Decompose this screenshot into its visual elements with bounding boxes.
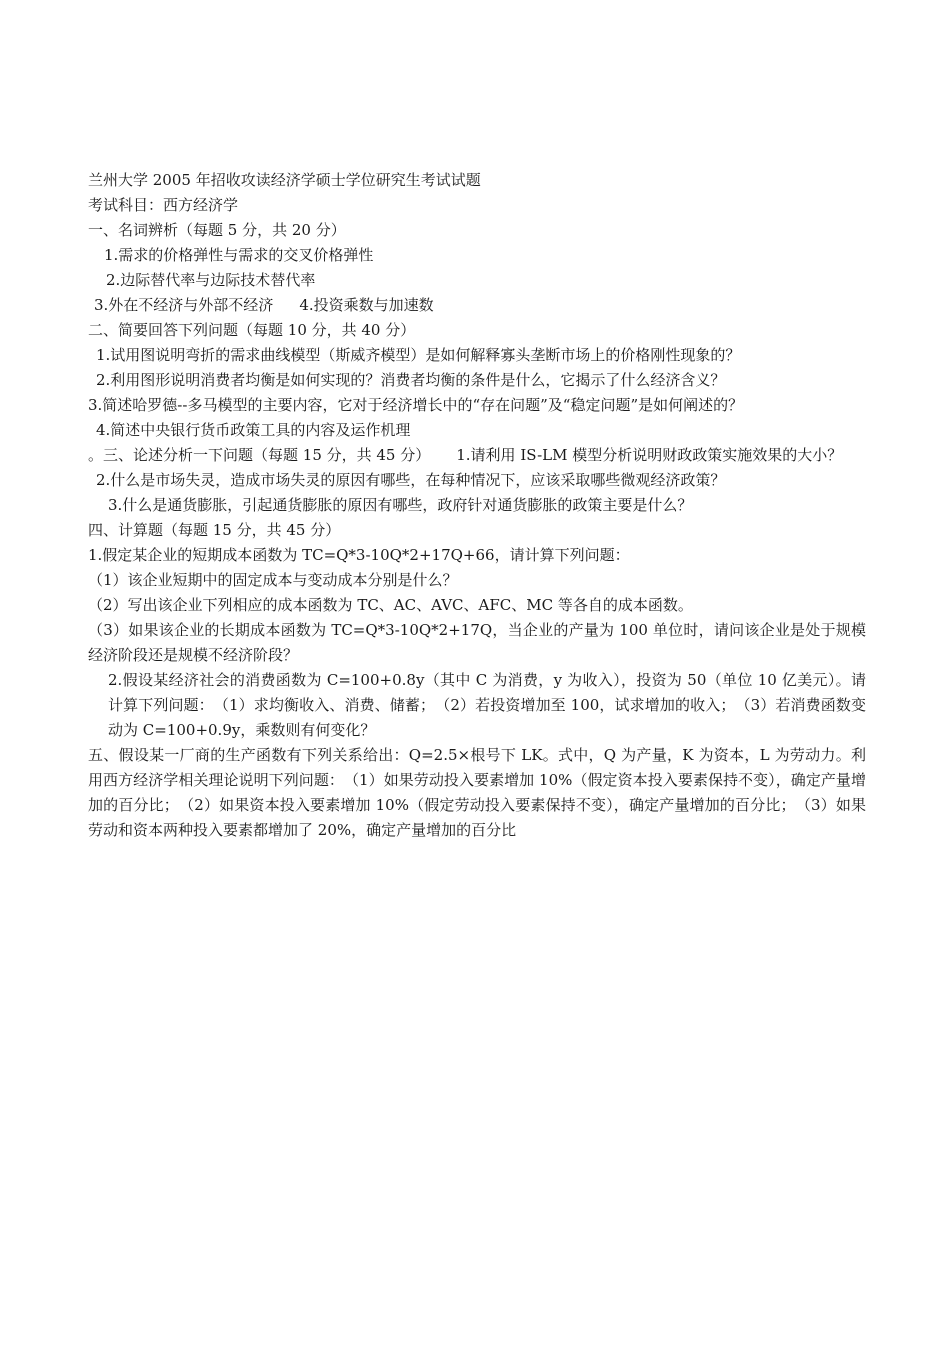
section1-item-2: 2.边际替代率与边际技术替代率: [106, 271, 316, 289]
section3-item-2: 2.什么是市场失灵，造成市场失灵的原因有哪些，在每种情况下，应该采取哪些微观经济政策？: [96, 471, 726, 489]
section4-q1-part-3: （3）如果该企业的长期成本函数为 TC=Q*3-10Q*2+17Q，当企业的产量为 100 单位时，请问该企业是处于规模经济阶段还是规模不经济阶段？: [88, 621, 866, 664]
section3-item-1: 1.请利用 IS-LM 模型分析说明财政政策实施效果的大小？: [456, 446, 843, 464]
section5-question: 五、假设某一厂商的生产函数有下列关系给出：Q=2.5×根号下 LK。式中，Q 为产量，K 为资本，L 为劳动力。利用西方经济学相关理论说明下列问题： （1）如果劳动投入要素增加 10%（假定资本投入要素保持不变），确定产量增加的百分比； （2）如果资本投入要素增加 10%（假定劳动投入要素保持不变），确定产量增加的百分比； （3）如果劳动和资本两种投入要素都增加了 20%，确定产量增加的百分比: [88, 746, 866, 839]
section1-items-3-4: [88, 293, 866, 318]
exam-content: [88, 168, 866, 843]
section3-heading: 。三、论述分析一下问题（每题 15 分，共 45 分）: [88, 446, 431, 464]
section4-q1-part-1: （1）该企业短期中的固定成本与变动成本分别是什么？: [88, 571, 458, 589]
section1-heading: 一、名词辨析（每题 5 分，共 20 分）: [88, 221, 346, 239]
exam-subject: 考试科目：西方经济学: [88, 196, 239, 214]
section1-item-3: 3.外在不经济与外部不经济: [94, 296, 274, 314]
section1-item-4: 4.投资乘数与加速数: [299, 296, 434, 314]
section2-heading: 二、简要回答下列问题（每题 10 分，共 40 分）: [88, 321, 416, 339]
section2-item-4: 4.简述中央银行货币政策工具的内容及运作机理: [96, 421, 411, 439]
section4-q1-part-2: （2）写出该企业下列相应的成本函数为 TC、AC、AVC、AFC、MC 等各自的成本函数。: [88, 596, 693, 614]
section3-item-3: 3.什么是通货膨胀，引起通货膨胀的原因有哪些，政府针对通货膨胀的政策主要是什么？: [108, 496, 693, 514]
section4-q1-stem: 1.假定某企业的短期成本函数为 TC=Q*3-10Q*2+17Q+66，请计算下列问题：: [88, 546, 630, 564]
exam-title: 兰州大学 2005 年招收攻读经济学硕士学位研究生考试试题: [88, 171, 481, 189]
section4-heading: 四、计算题（每题 15 分，共 45 分）: [88, 521, 341, 539]
section1-item-1: 1.需求的价格弹性与需求的交叉价格弹性: [104, 246, 374, 264]
section4-q2: 2.假设某经济社会的消费函数为 C=100+0.8y（其中 C 为消费，y 为收入），投资为 50（单位 10 亿美元）。请计算下列问题： （1）求均衡收入、消费、储蓄； （2）若投资增加至 100，试求增加的收入； （3）若消费函数变动为 C=100+0.9y，乘数则有何变化？: [108, 671, 866, 739]
section2-item-2: 2.利用图形说明消费者均衡是如何实现的？消费者均衡的条件是什么，它揭示了什么经济含义？: [96, 371, 726, 389]
section3-heading-and-item-1: [88, 443, 866, 468]
section2-item-3: 3.简述哈罗德--多马模型的主要内容，它对于经济增长中的“存在问题”及“稳定问题”是如何阐述的？: [88, 396, 744, 414]
section2-item-1: 1.试用图说明弯折的需求曲线模型（斯威齐模型）是如何解释寡头垄断市场上的价格刚性现象的？: [96, 346, 741, 364]
